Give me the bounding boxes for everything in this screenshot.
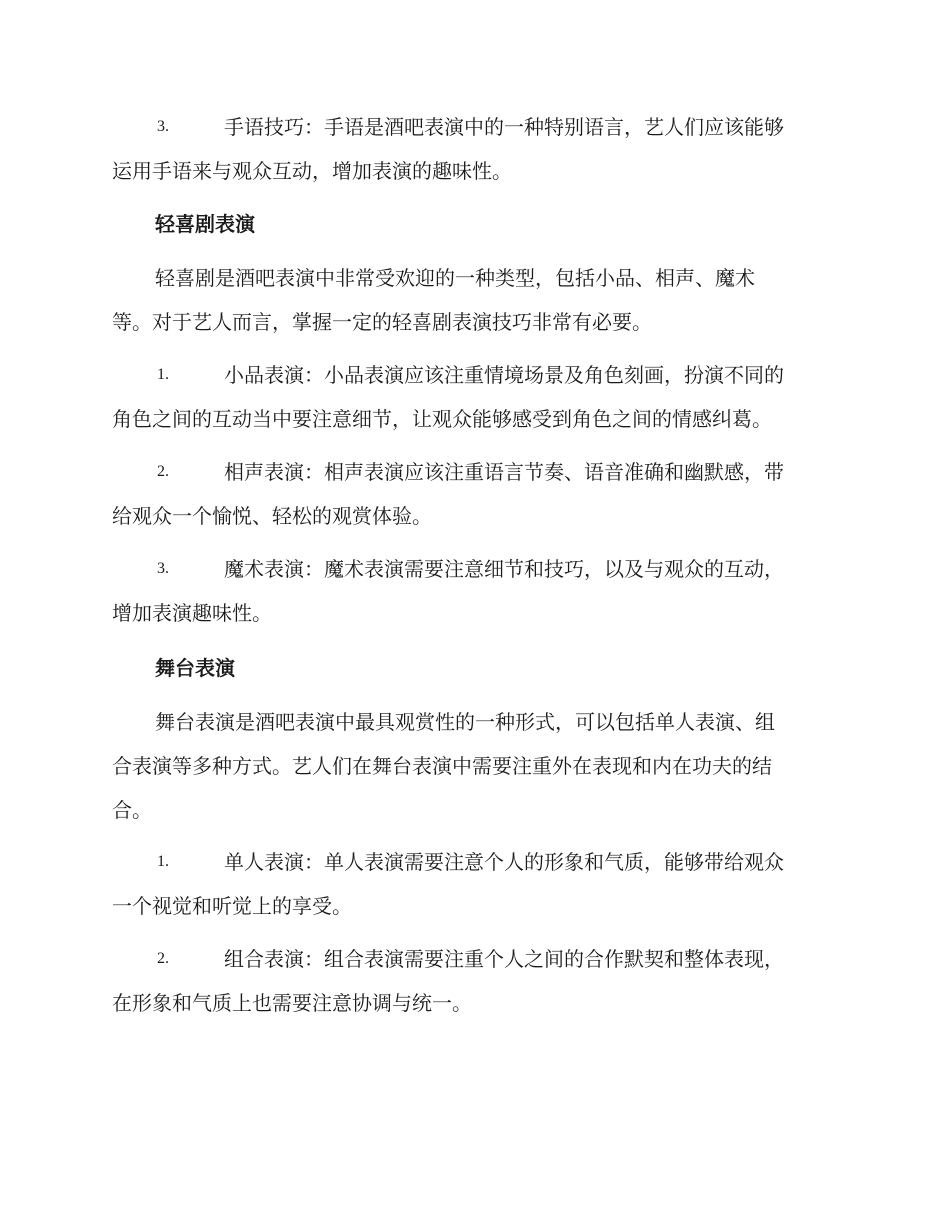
- list-item-group: [112, 937, 834, 1025]
- list-text-line1: 小品表演：小品表演应该注重情境场景及角色刻画，扮演不同的: [224, 363, 784, 387]
- paragraph-light-comedy: [112, 256, 834, 344]
- list-text-line2: 给观众一个愉悦、轻松的观赏体验。: [112, 504, 432, 528]
- list-text-line1: 相声表演：相声表演应该注重语言节奏、语音准确和幽默感，带: [224, 460, 784, 484]
- list-text-line2: 运用手语来与观众互动，增加表演的趣味性。: [112, 159, 512, 183]
- list-text-line1: 单人表演：单人表演需要注意个人的形象和气质，能够带给观众: [224, 850, 784, 874]
- list-text-line2: 一个视觉和听觉上的享受。: [112, 894, 352, 918]
- list-number: 1.: [157, 366, 169, 383]
- list-item-magic: [112, 547, 834, 635]
- list-number: 3.: [157, 118, 169, 135]
- paragraph-stage: [112, 700, 834, 832]
- paragraph-line2: 合表演等多种方式。艺人们在舞台表演中需要注重外在表现和内在功夫的结: [112, 754, 772, 778]
- list-text-line2: 角色之间的互动当中要注意细节，让观众能够感受到角色之间的情感纠葛。: [112, 407, 772, 431]
- list-text-line2: 增加表演趣味性。: [112, 601, 272, 625]
- list-item-solo: [112, 840, 834, 928]
- list-item-sign-language: [112, 105, 834, 193]
- paragraph-line3: 合。: [112, 798, 152, 822]
- paragraph-line2: 等。对于艺人而言，掌握一定的轻喜剧表演技巧非常有必要。: [112, 310, 652, 334]
- section-heading-stage: 舞台表演: [155, 656, 235, 680]
- list-number: 1.: [157, 853, 169, 870]
- list-number: 2.: [157, 463, 169, 480]
- section-heading-light-comedy: 轻喜剧表演: [155, 212, 255, 236]
- list-text-line2: 在形象和气质上也需要注意协调与统一。: [112, 991, 472, 1015]
- list-item-sketch: [112, 353, 834, 441]
- list-number: 3.: [157, 560, 169, 577]
- paragraph-line1: 舞台表演是酒吧表演中最具观赏性的一种形式，可以包括单人表演、组: [155, 710, 775, 734]
- list-text-line1: 组合表演：组合表演需要注重个人之间的合作默契和整体表现，: [224, 947, 784, 971]
- list-number: 2.: [157, 950, 169, 967]
- list-text-line1: 手语技巧：手语是酒吧表演中的一种特别语言，艺人们应该能够: [224, 115, 784, 139]
- paragraph-line1: 轻喜剧是酒吧表演中非常受欢迎的一种类型，包括小品、相声、魔术: [155, 266, 755, 290]
- list-text-line1: 魔术表演：魔术表演需要注意细节和技巧，以及与观众的互动，: [224, 557, 784, 581]
- list-item-crosstalk: [112, 450, 834, 538]
